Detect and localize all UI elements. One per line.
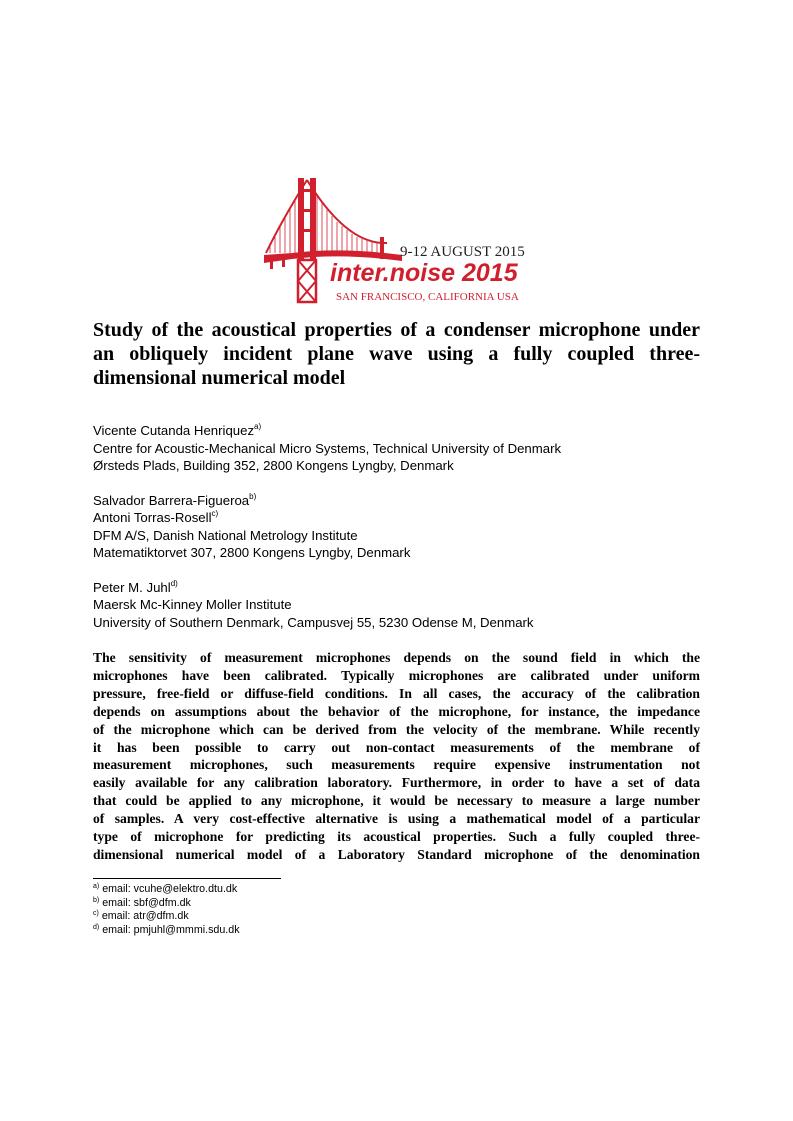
footnote-mark: d) (93, 923, 100, 931)
title-line: an obliquely incident plane wave using a fully coupled three- (93, 343, 700, 365)
conference-dates: 9-12 AUGUST 2015 (400, 244, 525, 260)
conference-name: inter.noise 2015 (330, 259, 518, 287)
author-footnote-mark: a) (254, 422, 262, 431)
affiliation-line: Centre for Acoustic-Mechanical Micro Systems, Technical University of Denmark (93, 440, 562, 456)
abstract (93, 649, 700, 864)
footnote (93, 883, 493, 897)
abstract-line: measurement microphones, such measurements require expensive instrumentation not (93, 757, 700, 773)
author-footnote-mark: d) (170, 578, 178, 588)
abstract-line: pressure, free-field or diffuse-field conditions. In all cases, the accuracy of the calibration (93, 685, 700, 701)
abstract-line: dimensional numerical model of a Laboratory Standard microphone of the denomination (93, 846, 700, 862)
paper-title (93, 318, 700, 390)
abstract-line: easily available for any calibration laboratory. Furthermore, in order to have a set of data (93, 775, 700, 791)
author-list (93, 422, 700, 648)
author-footnote-mark: b) (249, 491, 257, 501)
footnote (93, 897, 493, 911)
footnote-mark: c) (93, 910, 99, 918)
author-name: Peter M. Juhl (93, 579, 171, 595)
footnote-email: email: sbf@dfm.dk (99, 896, 191, 909)
abstract-line: of the microphone which can be derived from the velocity of the membrane. While recently (93, 721, 700, 737)
conference-location: SAN FRANCISCO, CALIFORNIA USA (336, 291, 519, 303)
author-name: Vicente Cutanda Henriquez (93, 423, 255, 438)
abstract-line: microphones have been calibrated. Typically microphones are calibrated under uniform (93, 667, 700, 683)
affiliation-line: Ørsteds Plads, Building 352, 2800 Kongens Lyngby, Denmark (93, 458, 454, 473)
author-line (93, 509, 700, 527)
affiliation-line: DFM A/S, Danish National Metrology Institute (93, 527, 358, 543)
author-group (93, 579, 700, 632)
author-line (93, 492, 700, 510)
abstract-line: that could be applied to any microphone, it would be necessary to measure a large number (93, 793, 700, 809)
footnotes (93, 883, 493, 937)
abstract-line: The sensitivity of measurement microphones depends on the sound field in which the (93, 650, 700, 665)
footnote-mark: b) (93, 896, 100, 904)
author-footnote-mark: c) (211, 509, 219, 518)
abstract-line: type of microphone for predicting its acoustical properties. Such a fully coupled three- (93, 829, 700, 845)
author-group (93, 492, 700, 562)
footnote-email: email: atr@dfm.dk (98, 910, 189, 923)
footnote-email: email: vcuhe@elektro.dtu.dk (99, 883, 238, 895)
author-group (93, 422, 700, 475)
author-line (93, 579, 700, 597)
conference-logo (262, 175, 532, 305)
title-line: dimensional numerical model (93, 367, 346, 389)
author-line (93, 422, 700, 440)
abstract-line: of samples. A very cost-effective alternative is using a mathematical model of a particular (93, 811, 700, 827)
abstract-line: depends on assumptions about the behavior of the microphone, for instance, the impedance (93, 703, 700, 719)
footnote (93, 910, 493, 924)
author-name: Salvador Barrera-Figueroa (93, 492, 250, 508)
footnote-divider (93, 878, 281, 879)
footnote-mark: a) (93, 883, 100, 890)
abstract-line: it has been possible to carry out non-contact measurements of the membrane of (93, 739, 700, 755)
affiliation-line: Matematiktorvet 307, 2800 Kongens Lyngby, Denmark (93, 545, 411, 560)
affiliation-line: Maersk Mc-Kinney Moller Institute (93, 597, 292, 612)
affiliation-line: University of Southern Denmark, Campusvej 55, 5230 Odense M, Denmark (93, 614, 534, 630)
footnote (93, 924, 493, 938)
title-line: Study of the acoustical properties of a condenser microphone under (93, 319, 700, 341)
author-name: Antoni Torras-Rosell (93, 510, 212, 525)
footnote-email: email: pmjuhl@mmmi.sdu.dk (99, 923, 240, 936)
